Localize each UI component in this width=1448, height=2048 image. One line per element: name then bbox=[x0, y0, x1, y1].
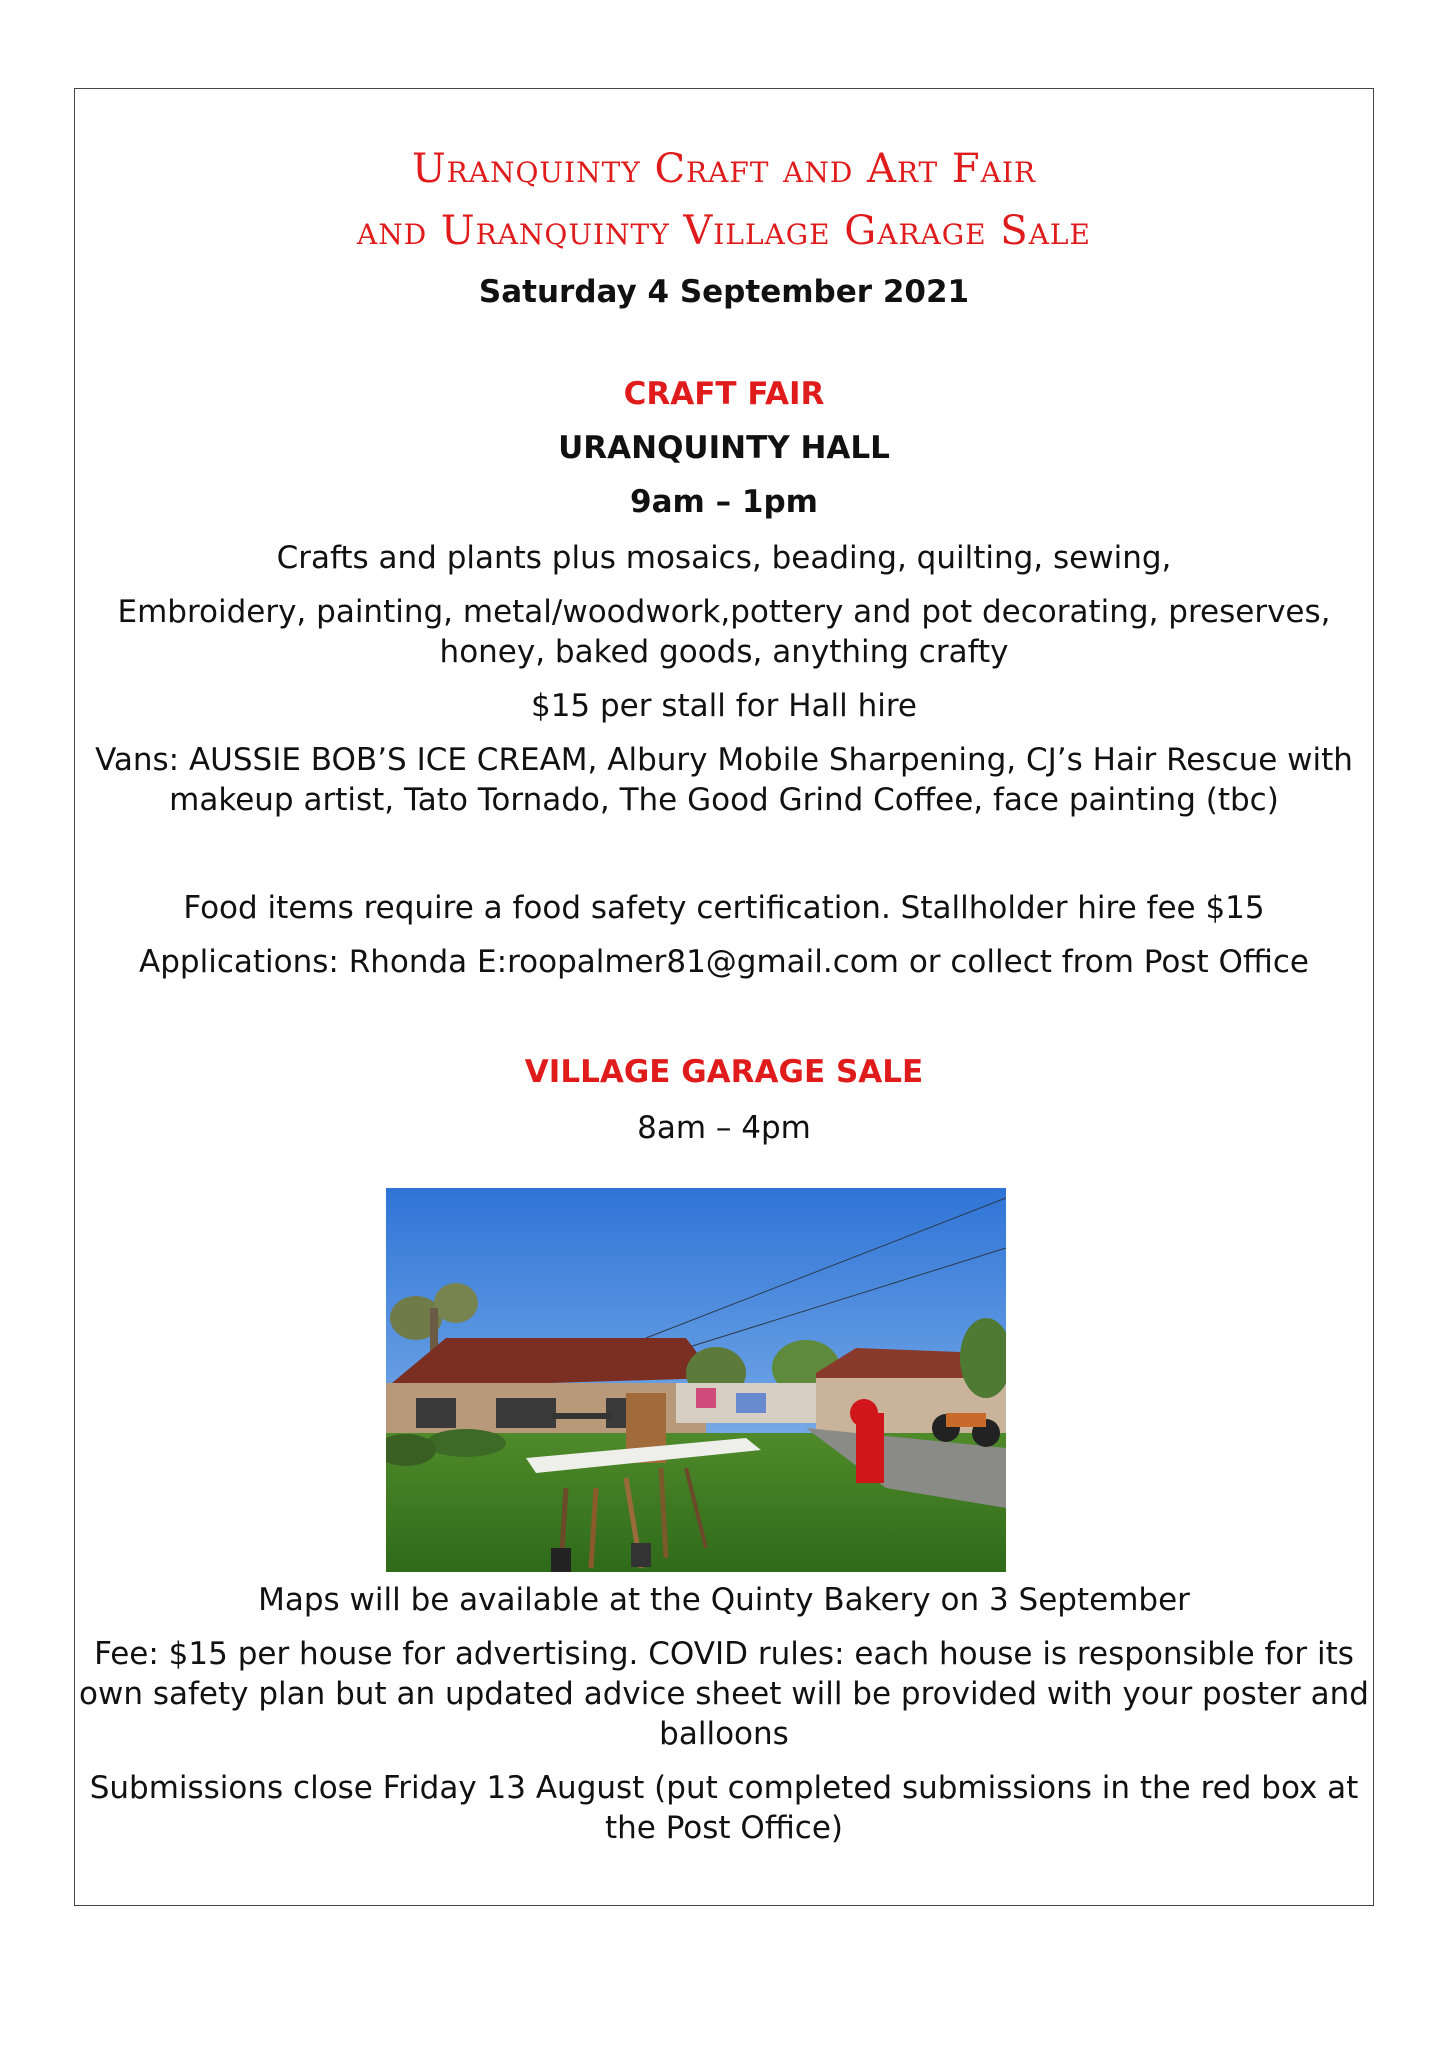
maps-note: Maps will be available at the Quinty Bakery on 3 September bbox=[258, 1582, 1190, 1618]
crafts-list-line-1: Crafts and plants plus mosaics, beading, quilting, sewing, bbox=[276, 540, 1172, 576]
stall-fee: $15 per stall for Hall hire bbox=[530, 688, 918, 724]
title-line-2: and Uranquinty Village Garage Sale bbox=[357, 208, 1091, 254]
event-date: Saturday 4 September 2021 bbox=[478, 274, 970, 310]
food-safety-note: Food items require a food safety certification. Stallholder hire fee $15 bbox=[183, 890, 1265, 926]
vans-line-1: Vans: AUSSIE BOB’S ICE CREAM, Albury Mobile Sharpening, CJ’s Hair Rescue with bbox=[95, 742, 1353, 778]
garage-sale-photo bbox=[386, 1188, 1006, 1572]
fee-line-1: Fee: $15 per house for advertising. COVID rules: each house is responsible for its bbox=[94, 1636, 1354, 1672]
crafts-list-line-3: honey, baked goods, anything crafty bbox=[439, 634, 1009, 670]
craft-fair-heading: CRAFT FAIR bbox=[623, 376, 825, 412]
garage-sale-hours: 8am – 4pm bbox=[637, 1110, 811, 1146]
submissions-line-1: Submissions close Friday 13 August (put completed submissions in the red box at bbox=[89, 1770, 1359, 1806]
title-line-1: Uranquinty Craft and Art Fair bbox=[411, 146, 1037, 192]
vans-line-2: makeup artist, Tato Tornado, The Good Grind Coffee, face painting (tbc) bbox=[169, 782, 1279, 818]
garage-sale-heading: VILLAGE GARAGE SALE bbox=[524, 1054, 924, 1090]
fee-line-3: balloons bbox=[659, 1716, 789, 1752]
fee-line-2: own safety plan but an updated advice sheet will be provided with your poster and bbox=[79, 1676, 1369, 1712]
applications-note: Applications: Rhonda E:roopalmer81@gmail.com or collect from Post Office bbox=[139, 944, 1309, 980]
crafts-list-line-2: Embroidery, painting, metal/woodwork,pottery and pot decorating, preserves, bbox=[117, 594, 1331, 630]
submissions-line-2: the Post Office) bbox=[604, 1810, 844, 1846]
craft-fair-hours: 9am – 1pm bbox=[630, 484, 818, 520]
craft-fair-venue: URANQUINTY HALL bbox=[558, 430, 890, 466]
